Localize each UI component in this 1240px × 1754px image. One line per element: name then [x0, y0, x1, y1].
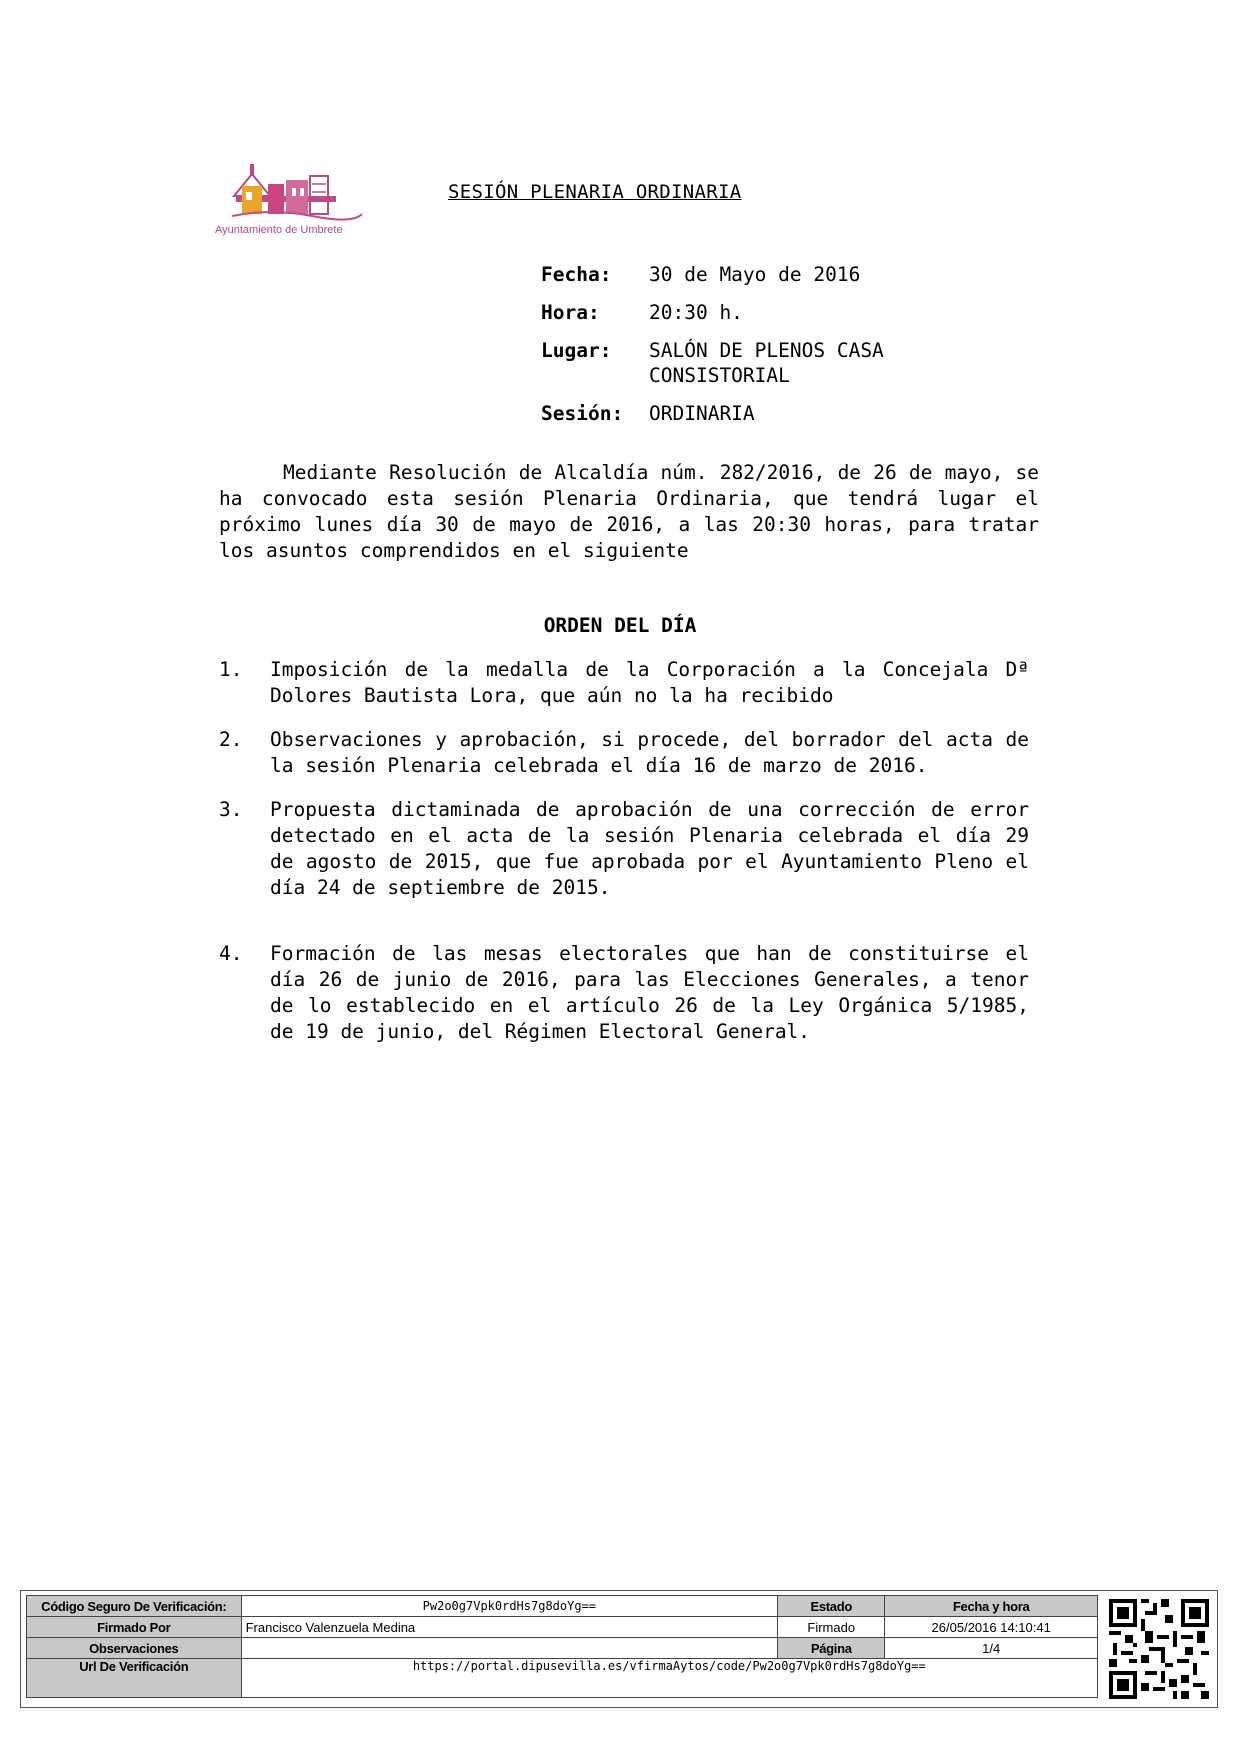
agenda-item: [219, 657, 1029, 709]
agenda-item-number: 4.: [219, 942, 243, 965]
meta-value: 20:30 h.: [649, 301, 743, 324]
table-row: [27, 1638, 1098, 1659]
meta-label: Sesión:: [541, 402, 624, 425]
intro-paragraph: Mediante Resolución de Alcaldía núm. 282/2016, de 26 de mayo, se ha convocado esta sesión Plenaria Ordinaria, que tendrá lugar el próximo lunes día 30 de mayo de 2016, a las 20:30 horas, para tratar los asuntos comprendidos en el siguiente: [219, 461, 1039, 562]
meta-row-lugar: [541, 338, 969, 388]
qr-code-icon: [1109, 1599, 1209, 1699]
agenda-heading: ORDEN DEL DÍA: [543, 614, 697, 637]
url-label: Url De Verificación: [27, 1659, 242, 1698]
verification-table: [26, 1595, 1098, 1698]
agenda-item-text: Observaciones y aprobación, si procede, del borrador del acta de la sesión Plenaria celebrada el día 16 de marzo de 2016.: [270, 728, 1029, 777]
agenda-item: [219, 727, 1029, 779]
pagina-label: Página: [778, 1638, 885, 1659]
observaciones-label: Observaciones: [27, 1638, 242, 1659]
logo-caption: Ayuntamiento de Umbrete: [215, 224, 343, 236]
session-details: [541, 262, 969, 439]
firmado-value: Francisco Valenzuela Medina: [241, 1617, 778, 1638]
fecha-value: 26/05/2016 14:10:41: [885, 1617, 1098, 1638]
page-title: SESIÓN PLENARIA ORDINARIA: [448, 181, 742, 203]
verification-url[interactable]: https://portal.dipusevilla.es/vfirmaAytos/code/Pw2o0g7Vpk0rdHs7g8doYg==: [241, 1659, 1097, 1698]
table-row: [27, 1596, 1098, 1617]
pagina-value: 1/4: [885, 1638, 1098, 1659]
csv-label: Código Seguro De Verificación:: [27, 1596, 242, 1617]
fecha-label: Fecha y hora: [885, 1596, 1098, 1617]
verification-footer: [20, 1590, 1218, 1708]
agenda-item-number: 2.: [219, 728, 243, 751]
agenda-item: [219, 941, 1029, 1045]
meta-value: ORDINARIA: [649, 402, 755, 425]
meta-value: SALÓN DE PLENOS CASA CONSISTORIAL: [649, 339, 884, 387]
firmado-label: Firmado Por: [27, 1617, 242, 1638]
estado-label: Estado: [778, 1596, 885, 1617]
agenda-list: [219, 657, 1029, 1063]
agenda-item-text: Propuesta dictaminada de aprobación de una corrección de error detectado en el acta de la sesión Plenaria celebrada el día 29 de agosto de 2015, que fue aprobada por el Ayuntamiento Pleno el día 24 de septiembre de 2015.: [270, 798, 1029, 899]
table-row: [27, 1659, 1098, 1698]
meta-label: Fecha:: [541, 263, 612, 286]
meta-value: 30 de Mayo de 2016: [649, 263, 861, 286]
csv-value: Pw2o0g7Vpk0rdHs7g8doYg==: [241, 1596, 778, 1617]
observaciones-value: [241, 1638, 778, 1659]
meta-row-hora: [541, 300, 969, 325]
meta-row-fecha: [541, 262, 969, 287]
agenda-item: [219, 797, 1029, 901]
meta-label: Hora:: [541, 301, 600, 324]
agenda-item-text: Imposición de la medalla de la Corporación a la Concejala Dª Dolores Bautista Lora, que aún no la ha recibido: [270, 658, 1029, 707]
meta-row-sesion: [541, 401, 969, 426]
agenda-item-number: 3.: [219, 798, 243, 821]
meta-label: Lugar:: [541, 339, 612, 362]
estado-value: Firmado: [778, 1617, 885, 1638]
agenda-item-text: Formación de las mesas electorales que han de constituirse el día 26 de junio de 2016, para las Elecciones Generales, a tenor de lo establecido en el artículo 26 de la Ley Orgánica 5/1985, de 19 de junio, del Régimen Electoral General.: [270, 942, 1029, 1043]
agenda-item-number: 1.: [219, 658, 243, 681]
table-row: [27, 1617, 1098, 1638]
